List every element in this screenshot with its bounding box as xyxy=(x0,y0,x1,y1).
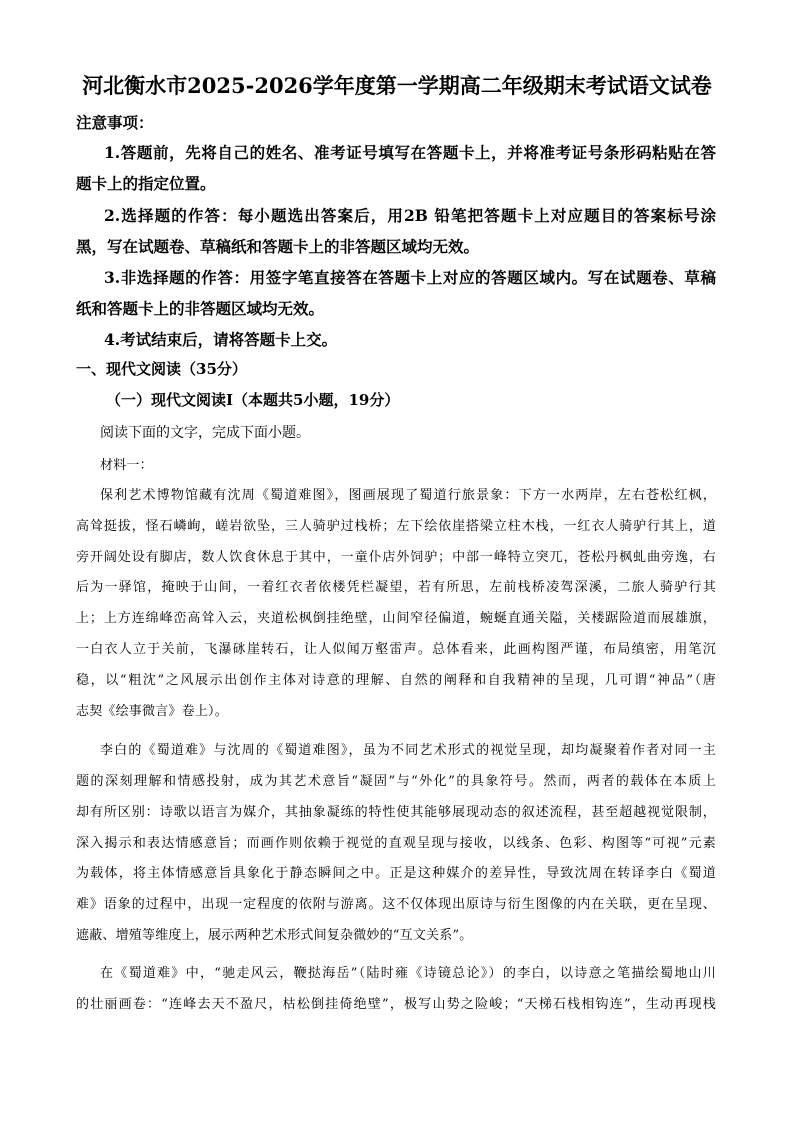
paragraph-line: 上；上方连绵峰峦高耸入云，夹道松枫倒挂绝壁，山间窄径偏道，蜿蜒直通关隘，关楼踞险道而展雄旗， xyxy=(76,611,716,626)
paragraph-line: 遮蔽、增殖等维度上，展示两种艺术形式间复杂微妙的“互文关系”。 xyxy=(76,928,473,943)
paragraph-line: 的壮丽画卷：“连峰去天不盈尺，枯松倒挂倚绝壁”，极写山势之险峻；“天梯石栈相钩连”，生动再现栈 xyxy=(76,997,716,1012)
notice-line: 题卡上的指定位置。 xyxy=(76,174,216,193)
notice-line: 1.答题前，先将自己的姓名、准考证号填写在答题卡上，并将准考证号条形码粘贴在答 xyxy=(104,143,716,162)
paragraph-line: 在《蜀道难》中，“驰走风云，鞭挞海岳”（陆时雍《诗镜总论》）的李白，以诗意之笔描绘蜀地山川 xyxy=(100,966,716,981)
reading-instruction: 阅读下面的文字，完成下面小题。 xyxy=(100,425,310,441)
paragraph-line: 为载体，将主体情感意旨具象化于静态瞬间之中。正是这种媒介的差异性，导致沈周在转译李白《蜀道 xyxy=(76,866,716,881)
paragraph-line: 深入揭示和表达情感意旨；而画作则依赖于视觉的直观呈现与接收，以线条、色彩、构图等“可视”元素 xyxy=(76,836,716,851)
paragraph-line: 李白的《蜀道难》与沈周的《蜀道难图》，虽为不同艺术形式的视觉呈现，却均凝聚着作者对同一主 xyxy=(100,743,716,758)
paragraph-line: 稳，以“粗沈”之风展示出创作主体对诗意的理解、自然的阐释和自我精神的呈现，几可谓“神品”（唐 xyxy=(76,673,716,688)
material-label: 材料一： xyxy=(100,458,153,473)
notice-line: 纸和答题卡上的非答题区域均无效。 xyxy=(76,299,325,318)
notice-line: 黑，写在试题卷、草稿纸和答题卡上的非答题区域均无效。 xyxy=(76,237,480,256)
paragraph-line: 题的深刻理解和情感投射，成为其艺术意旨“凝固”与“外化”的具象符号。然而，两者的载体在本质上 xyxy=(76,774,716,789)
paragraph-line: 难》语象的过程中，出现一定程度的依附与游离。这不仅体现出原诗与衍生图像的内在关联，更在呈现、 xyxy=(76,897,716,912)
section-heading: 一、现代文阅读（35分） xyxy=(76,360,247,378)
paragraph-line: 高耸挺拔，怪石嶙峋，嵯岩欲坠，三人骑驴过栈桥；左下绘依崖搭梁立柱木栈，一红衣人骑驴行其上，道 xyxy=(76,519,716,534)
paragraph-line: 志契《绘事微言》卷上）。 xyxy=(76,704,228,719)
notice-heading: 注意事项： xyxy=(76,113,154,132)
subsection-heading: （一）现代文阅读Ⅰ（本题共5小题，19分） xyxy=(106,391,400,409)
paragraph-line: 旁开阔处设有脚店，数人饮食休息于其中，一童仆店外饲驴；中部一峰特立突兀，苍松丹枫虬曲旁逸，右 xyxy=(76,550,716,565)
paragraph-line: 却有所区别：诗歌以语言为媒介，其抽象凝练的特性使其能够展现动态的叙述流程，甚至超越视觉限制， xyxy=(76,805,716,820)
notice-line: 3.非选择题的作答：用签字笔直接答在答题卡上对应的答题区域内。写在试题卷、草稿 xyxy=(104,268,716,287)
notice-line: 4.考试结束后，请将答题卡上交。 xyxy=(104,330,338,349)
exam-title: 河北衡水市2025-2026学年度第一学期高二年级期末考试语文试卷 xyxy=(82,73,712,98)
paragraph-line: 后为一驿馆，掩映于山间，一着红衣者依楼凭栏凝望，若有所思，左前栈桥凌驾深溪，二旅人骑驴行其 xyxy=(76,580,716,595)
paragraph-line: 保利艺术博物馆藏有沈周《蜀道难图》，图画展现了蜀道行旅景象：下方一水两岸，左右苍松红枫， xyxy=(100,488,716,503)
notice-line: 2.选择题的作答：每小题选出答案后，用2B 铅笔把答题卡上对应题目的答案标号涂 xyxy=(104,206,716,225)
paragraph-line: 一白衣人立于关前，飞瀑砯崖转石，让人似闻万壑雷声。总体看来，此画构图严谨，布局缜密，用笔沉 xyxy=(76,642,716,657)
